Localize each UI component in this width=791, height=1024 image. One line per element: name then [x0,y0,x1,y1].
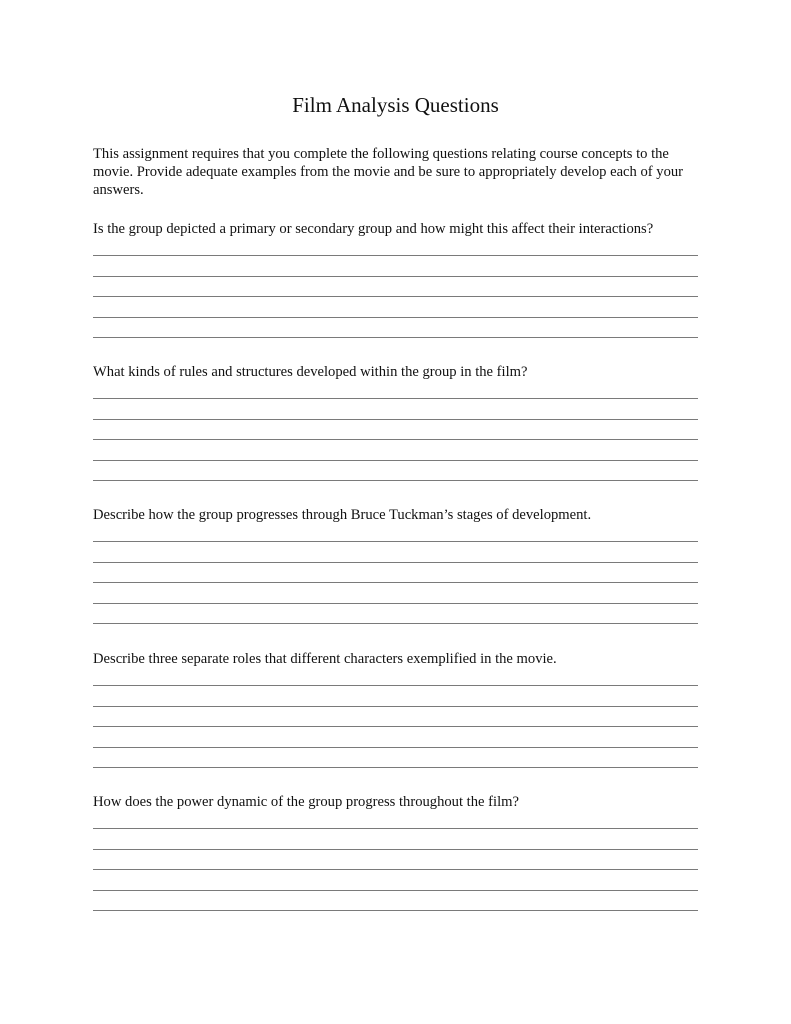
answer-lines [93,381,699,481]
question-block-3 [93,506,699,624]
question-block-1 [93,220,699,338]
answer-lines [93,811,699,911]
answer-line[interactable] [93,726,698,727]
answer-line[interactable] [93,296,698,297]
answer-line[interactable] [93,255,698,256]
answer-line[interactable] [93,562,698,563]
answer-lines [93,668,699,768]
answer-line[interactable] [93,890,698,891]
question-text: Describe three separate roles that different characters exemplified in the movie. [93,651,557,667]
answer-line[interactable] [93,541,698,542]
question-text: How does the power dynamic of the group progress throughout the film? [93,794,519,810]
question-block-2 [93,363,699,481]
page-title: Film Analysis Questions [292,93,499,117]
answer-line[interactable] [93,419,698,420]
answer-line[interactable] [93,910,698,911]
answer-line[interactable] [93,460,698,461]
answer-line[interactable] [93,603,698,604]
answer-line[interactable] [93,337,698,338]
answer-line[interactable] [93,828,698,829]
question-text: Describe how the group progresses through Bruce Tuckman’s stages of development. [93,507,592,523]
answer-line[interactable] [93,869,698,870]
answer-line[interactable] [93,623,698,624]
answer-line[interactable] [93,706,698,707]
answer-line[interactable] [93,317,698,318]
intro-paragraph: This assignment requires that you complete the following questions relating course concepts to the movie. Provide adequate examples from the movie and be sure to appropriately develop each of your answers. [93,146,684,198]
answer-line[interactable] [93,398,698,399]
question-block-5 [93,793,699,911]
question-text: What kinds of rules and structures developed within the group in the film? [93,364,528,380]
answer-line[interactable] [93,849,698,850]
question-block-4 [93,650,699,768]
answer-lines [93,238,699,338]
answer-line[interactable] [93,685,698,686]
answer-line[interactable] [93,480,698,481]
answer-line[interactable] [93,276,698,277]
answer-line[interactable] [93,582,698,583]
question-text: Is the group depicted a primary or secondary group and how might this affect their interactions? [93,221,654,237]
answer-lines [93,524,699,624]
answer-line[interactable] [93,439,698,440]
answer-line[interactable] [93,747,698,748]
answer-line[interactable] [93,767,698,768]
